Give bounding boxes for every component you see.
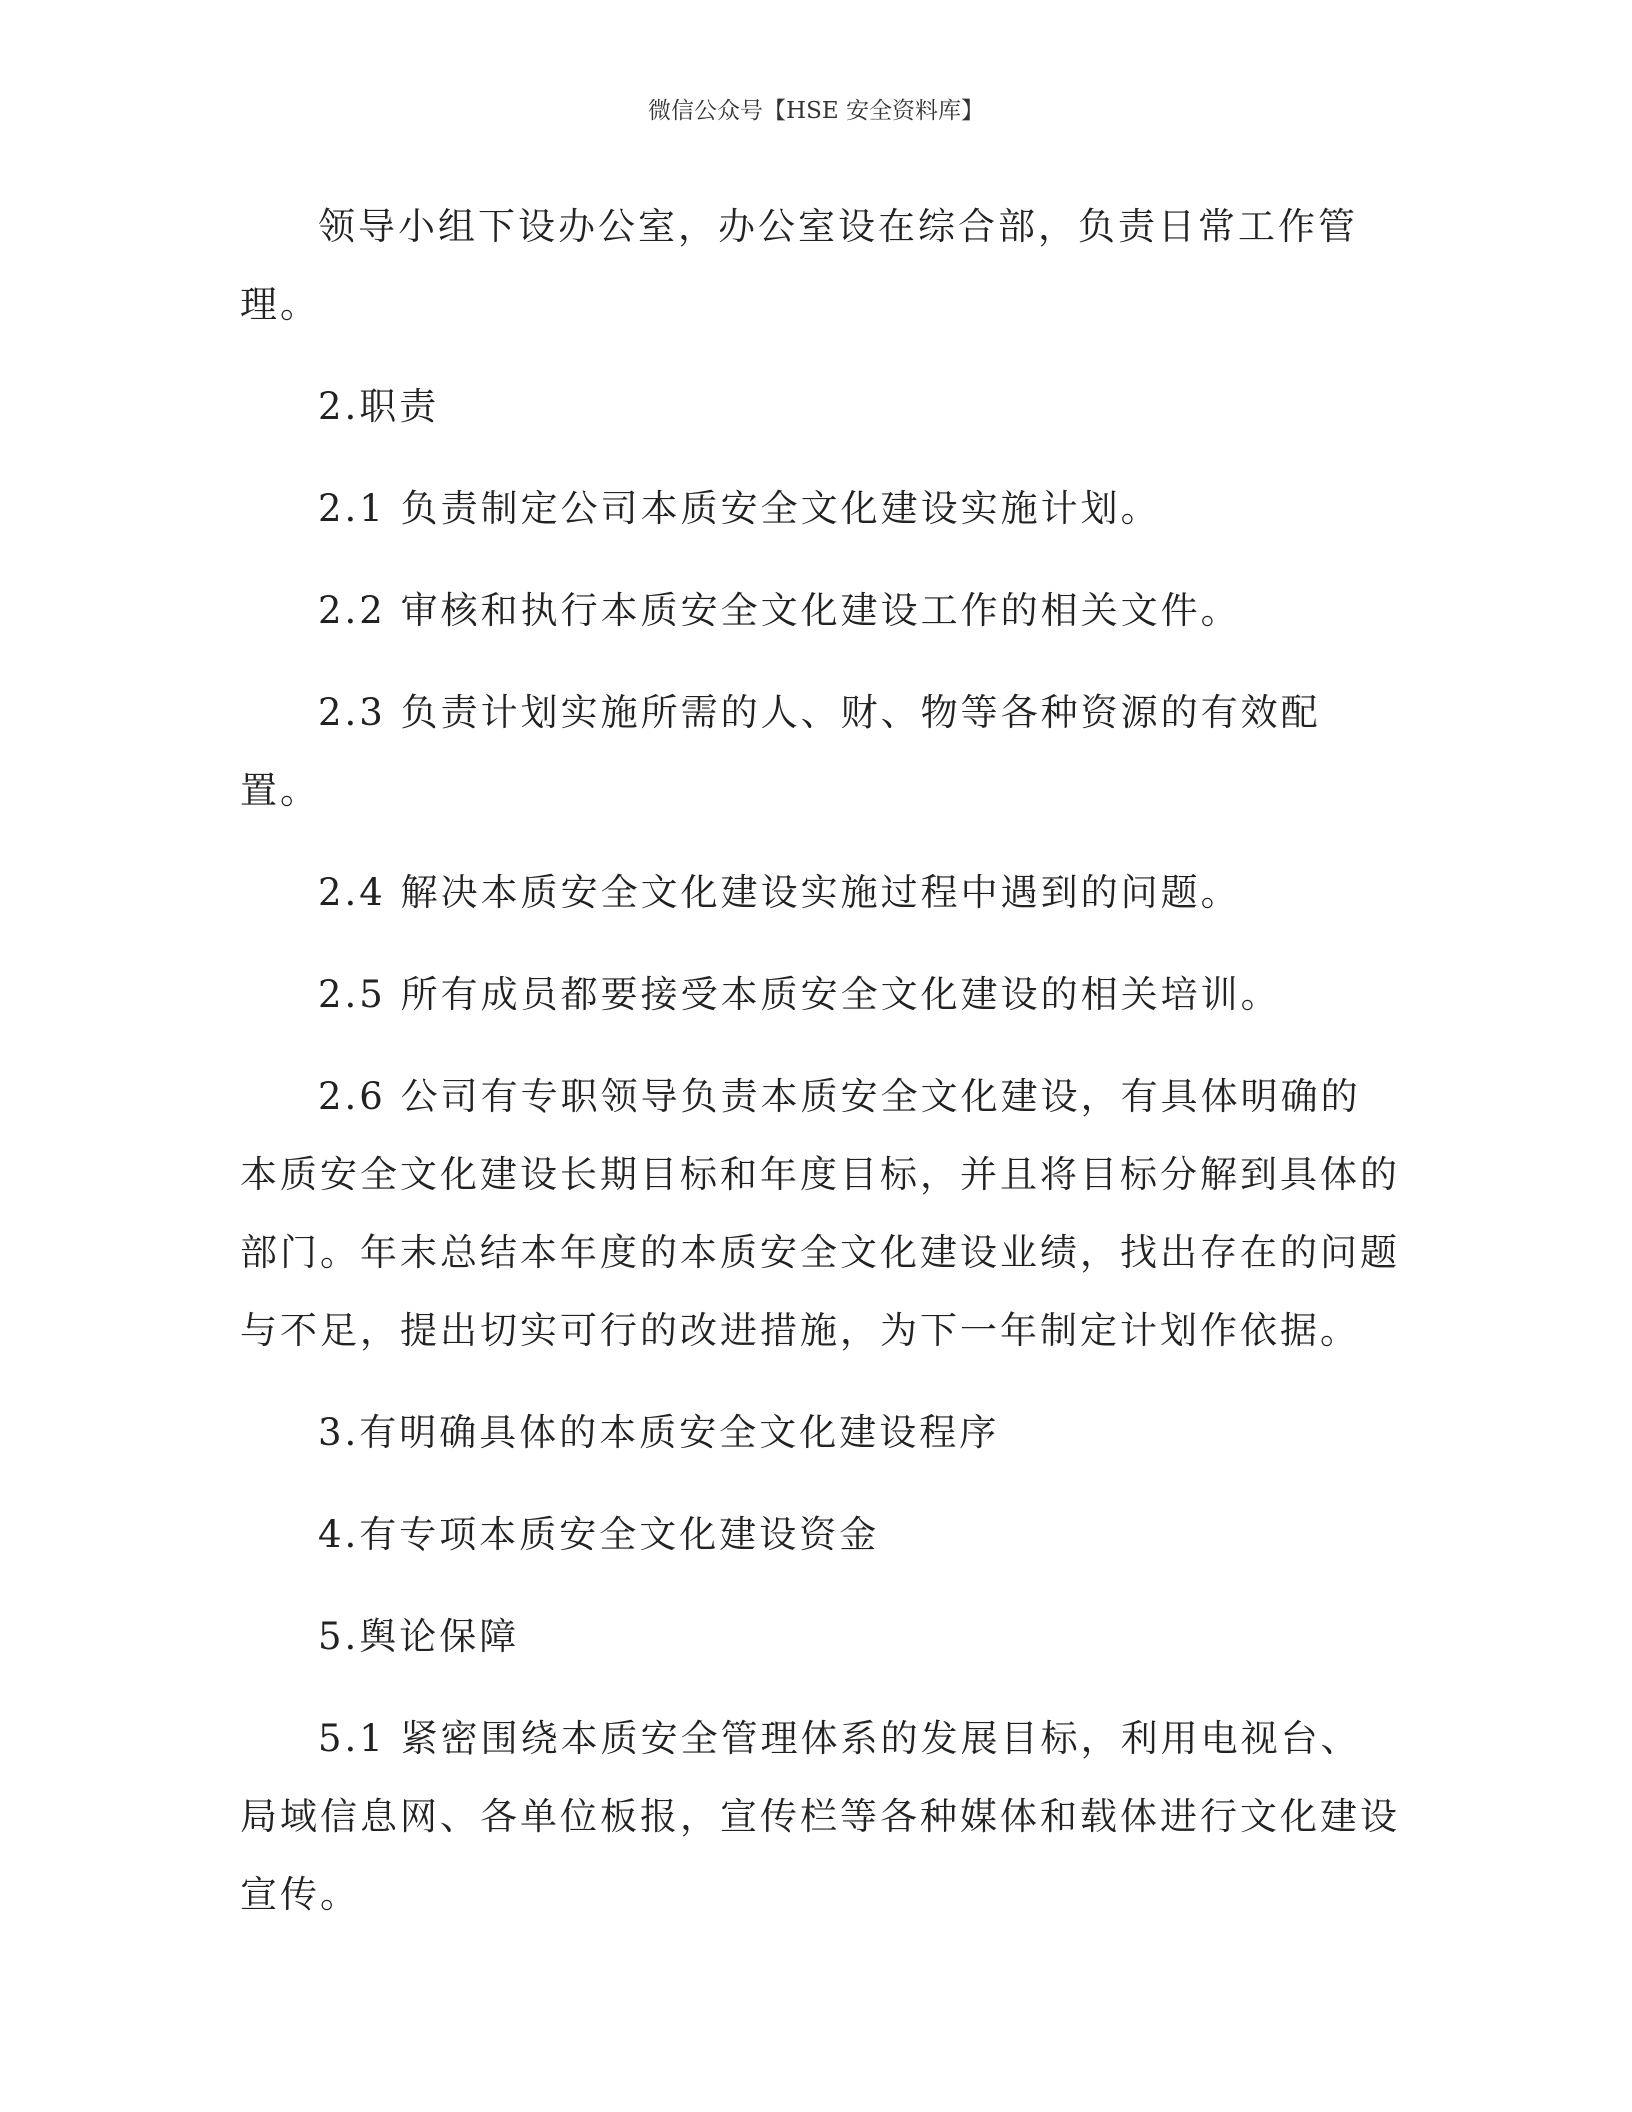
paragraph-duty-2-3: 2.3 负责计划实施所需的人、财、物等各种资源的有效配置。 <box>240 691 1321 812</box>
paragraph-publicity-heading: 5.舆论保障 <box>318 1615 520 1658</box>
document-body <box>240 188 1400 1934</box>
paragraph-duty-2-5: 2.5 所有成员都要接受本质安全文化建设的相关培训。 <box>318 973 1281 1016</box>
paragraph-duty-2-1: 2.1 负责制定公司本质安全文化建设实施计划。 <box>318 487 1161 530</box>
paragraph-procedure: 3.有明确具体的本质安全文化建设程序 <box>318 1411 1000 1454</box>
paragraph-duty-2-6: 2.6 公司有专职领导负责本质安全文化建设，有具体明确的本质安全文化建设长期目标和年度目标，并且将目标分解到具体的部门。年末总结本年度的本质安全文化建设业绩，找出存在的问题与不足，提出切实可行的改进措施，为下一年制定计划作依据。 <box>240 1075 1400 1352</box>
paragraph-duties-heading: 2.职责 <box>318 385 440 428</box>
paragraph-duty-2-2: 2.2 审核和执行本质安全文化建设工作的相关文件。 <box>318 589 1241 632</box>
paragraph-duty-2-4: 2.4 解决本质安全文化建设实施过程中遇到的问题。 <box>318 871 1241 914</box>
page-header: 微信公众号【HSE 安全资料库】 <box>648 98 984 124</box>
paragraph-publicity-5-1: 5.1 紧密围绕本质安全管理体系的发展目标，利用电视台、局域信息网、各单位板报，宣传栏等各种媒体和载体进行文化建设宣传。 <box>240 1717 1400 1916</box>
paragraph-office: 领导小组下设办公室，办公室设在综合部，负责日常工作管理。 <box>240 205 1358 326</box>
paragraph-funding: 4.有专项本质安全文化建设资金 <box>318 1513 880 1556</box>
